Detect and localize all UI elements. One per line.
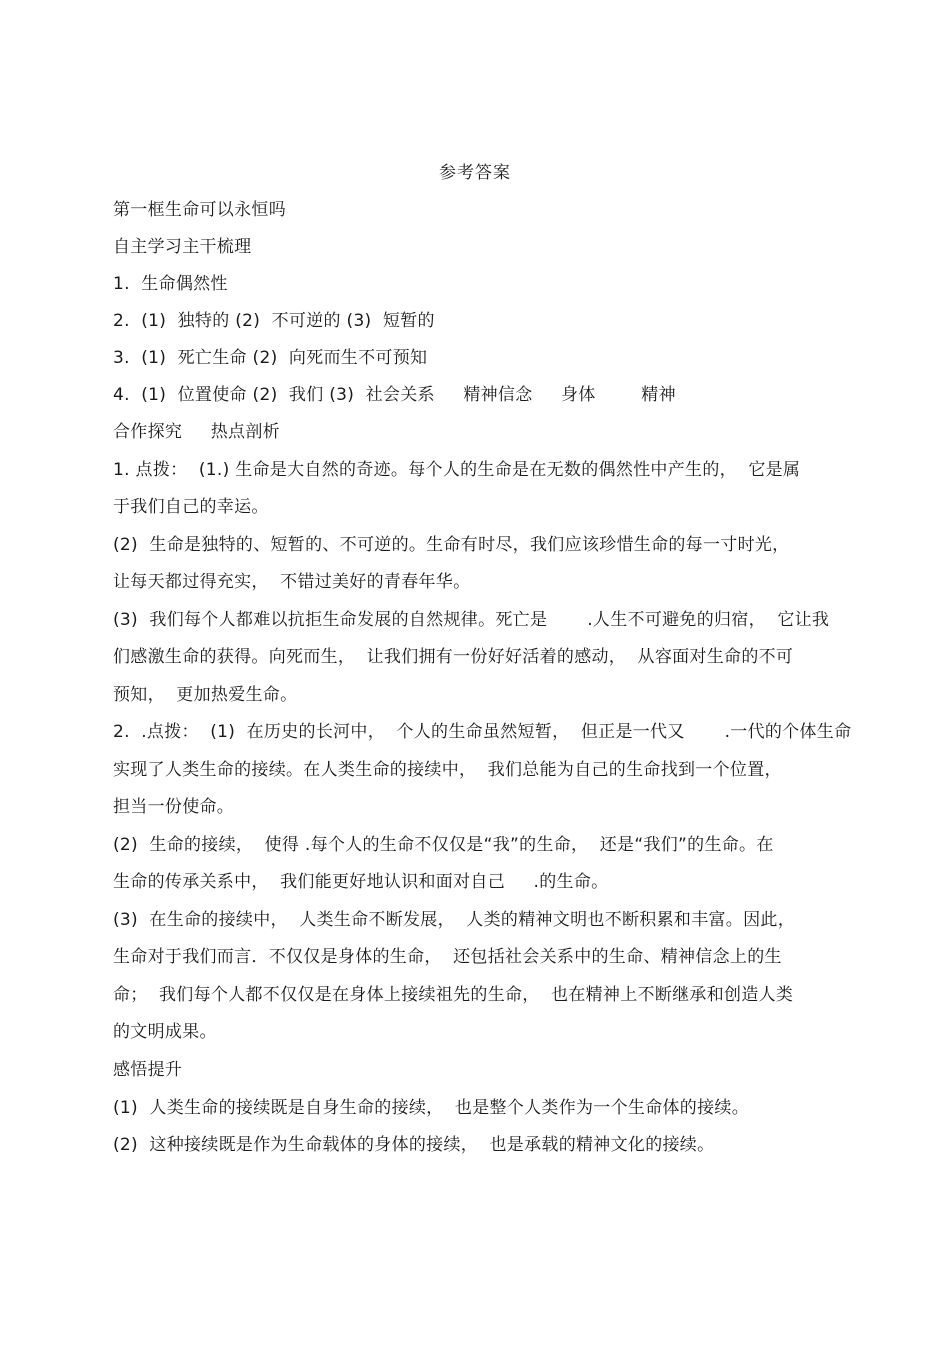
page-title: 参考答案 xyxy=(439,163,511,183)
paragraph-line: (3) 在生命的接续中， 人类生命不断发展， 人类的精神文明也不断积累和丰富。因此， xyxy=(113,910,796,930)
subsection-heading: 合作探究 热点剖析 xyxy=(113,422,280,442)
paragraph-line: 于我们自己的幸运。 xyxy=(113,497,269,517)
subsection-heading: 感悟提升 xyxy=(113,1060,183,1080)
paragraph-line: (2) 生命的接续， 使得 .每个人的生命不仅仅是“我”的生命， 还是“我们”的生命。在 xyxy=(113,835,774,855)
answer-line: 3. (1) 死亡生命 (2) 向死而生不可预知 xyxy=(113,348,428,368)
paragraph-line: 让每天都过得充实， 不错过美好的青春年华。 xyxy=(113,572,471,592)
paragraph-line: (1) 人类生命的接续既是自身生命的接续， 也是整个人类作为一个生命体的接续。 xyxy=(113,1098,749,1118)
paragraph-line: 命； 我们每个人都不仅仅是在身体上接续祖先的生命， 也在精神上不断继承和创造人类 xyxy=(113,985,794,1005)
paragraph-line: (2) 这种接续既是作为生命载体的身体的接续， 也是承载的精神文化的接续。 xyxy=(113,1135,715,1155)
subsection-heading: 自主学习主干梳理 xyxy=(113,237,252,257)
paragraph-line: (3) 我们每个人都难以抗拒生命发展的自然规律。死亡是 .人生不可避免的归宿， 它让我 xyxy=(113,610,830,630)
answer-line: 1. 生命偶然性 xyxy=(113,274,228,294)
section-heading: 第一框生命可以永恒吗 xyxy=(113,200,286,220)
paragraph-line: 担当一份使命。 xyxy=(113,797,235,817)
paragraph-line: 生命的传承关系中， 我们能更好地认识和面对自己 .的生命。 xyxy=(113,872,609,892)
paragraph-line: 实现了人类生命的接续。在人类生命的接续中， 我们总能为自己的生命找到一个位置， xyxy=(113,760,782,780)
paragraph-line: 们感激生命的获得。向死而生， 让我们拥有一份好好活着的感动， 从容面对生命的不可 xyxy=(113,647,794,667)
paragraph-line: 的文明成果。 xyxy=(113,1022,217,1042)
answer-line: 2. (1) 独特的 (2) 不可逆的 (3) 短暂的 xyxy=(113,311,435,331)
paragraph-line: 2. .点拨： (1) 在历史的长河中， 个人的生命虽然短暂， 但正是一代又 .一代的个体生命 xyxy=(113,722,852,742)
paragraph-line: 1. 点拨： (1.) 生命是大自然的奇迹。每个人的生命是在无数的偶然性中产生的， 它是属 xyxy=(113,460,801,480)
paragraph-line: 预知， 更加热爱生命。 xyxy=(113,685,298,705)
answer-line: 4. (1) 位置使命 (2) 我们 (3) 社会关系 精神信念 身体 精神 xyxy=(113,385,676,405)
paragraph-line: (2) 生命是独特的、短暂的、不可逆的。生命有时尽，我们应该珍惜生命的每一寸时光， xyxy=(113,535,790,555)
paragraph-line: 生命对于我们而言．不仅仅是身体的生命， 还包括社会关系中的生命、精神信念上的生 xyxy=(113,947,782,967)
